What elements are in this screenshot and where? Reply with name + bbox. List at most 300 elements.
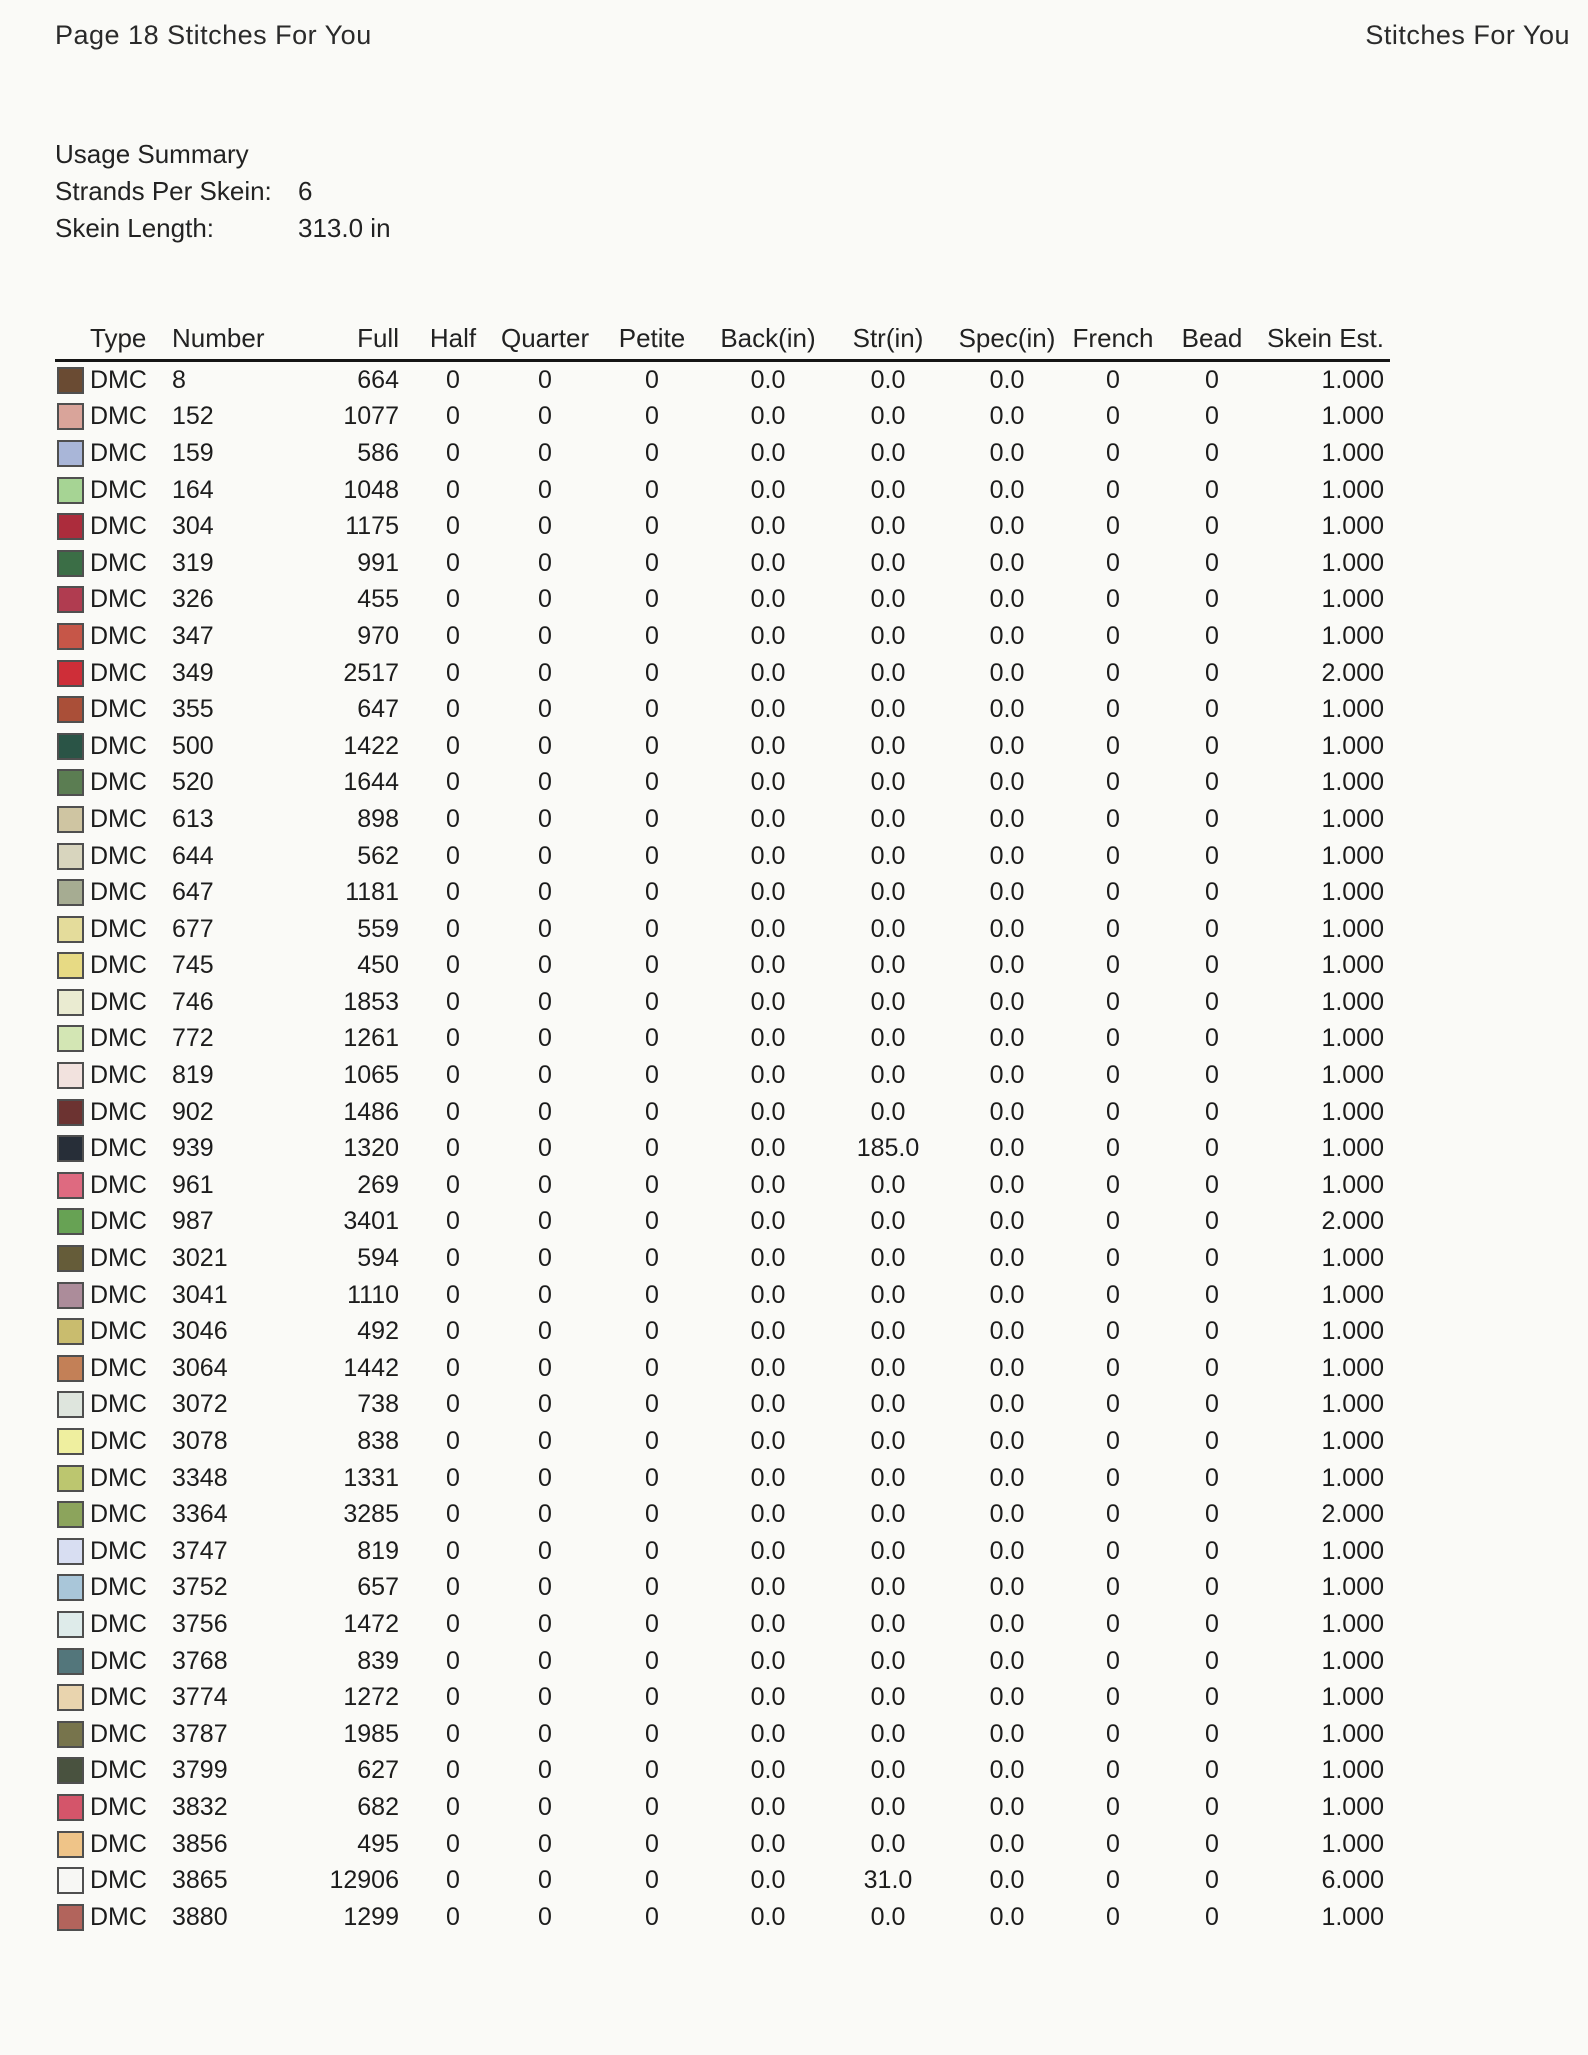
cell-str: 0.0 [870,512,906,541]
cell-skein-est: 1.000 [1321,1719,1384,1748]
cell-bead: 0 [1205,1866,1219,1895]
cell-petite: 0 [645,731,659,760]
cell-half: 0 [446,1500,460,1529]
cell-quarter: 0 [538,1207,552,1236]
cell-quarter: 0 [538,1829,552,1858]
table-row [55,399,1390,436]
cell-skein-est: 1.000 [1321,841,1384,870]
cell-number: 152 [172,402,214,431]
cell-quarter: 0 [538,878,552,907]
cell-french: 0 [1106,402,1120,431]
cell-back: 0.0 [750,1646,786,1675]
cell-bead: 0 [1205,512,1219,541]
cell-skein-est: 1.000 [1321,768,1384,797]
cell-spec: 0.0 [989,548,1025,577]
color-swatch [57,952,84,979]
cell-spec: 0.0 [989,1134,1025,1163]
cell-skein-est: 1.000 [1321,951,1384,980]
column-header-type: Type [90,316,172,361]
cell-full: 664 [357,365,399,394]
color-swatch [57,1208,84,1235]
cell-number: 902 [172,1097,214,1126]
cell-quarter: 0 [538,1500,552,1529]
cell-quarter: 0 [538,1353,552,1382]
cell-french: 0 [1106,1829,1120,1858]
cell-spec: 0.0 [989,1609,1025,1638]
cell-spec: 0.0 [989,1390,1025,1419]
cell-back: 0.0 [750,1719,786,1748]
cell-french: 0 [1106,1170,1120,1199]
table-row [55,1716,1390,1753]
cell-str: 0.0 [870,402,906,431]
color-swatch [57,1465,84,1492]
cell-spec: 0.0 [989,1756,1025,1785]
cell-skein-est: 1.000 [1321,804,1384,833]
cell-type: DMC [90,1646,147,1675]
color-swatch [57,989,84,1016]
cell-full: 12906 [329,1866,399,1895]
cell-type: DMC [90,1683,147,1712]
table-row [55,1826,1390,1863]
cell-spec: 0.0 [989,1719,1025,1748]
cell-french: 0 [1106,1902,1120,1931]
color-swatch [57,1904,84,1931]
cell-skein-est: 6.000 [1321,1866,1384,1895]
cell-back: 0.0 [750,1902,786,1931]
cell-french: 0 [1106,475,1120,504]
cell-skein-est: 1.000 [1321,475,1384,504]
page-header-left: Page 18 Stitches For You [55,20,372,50]
cell-half: 0 [446,1683,460,1712]
cell-skein-est: 2.000 [1321,1207,1384,1236]
cell-french: 0 [1106,768,1120,797]
cell-petite: 0 [645,365,659,394]
cell-number: 3348 [172,1463,228,1492]
cell-full: 738 [357,1390,399,1419]
cell-spec: 0.0 [989,1463,1025,1492]
cell-skein-est: 1.000 [1321,402,1384,431]
color-swatch [57,769,84,796]
cell-french: 0 [1106,804,1120,833]
cell-petite: 0 [645,1573,659,1602]
cell-skein-est: 1.000 [1321,1244,1384,1273]
cell-bead: 0 [1205,1463,1219,1492]
table-row [55,582,1390,619]
cell-half: 0 [446,1463,460,1492]
skein-length-row [55,210,391,247]
color-swatch [57,1172,84,1199]
cell-french: 0 [1106,548,1120,577]
cell-bead: 0 [1205,658,1219,687]
cell-french: 0 [1106,987,1120,1016]
table-row [55,472,1390,509]
cell-petite: 0 [645,548,659,577]
cell-bead: 0 [1205,987,1219,1016]
cell-french: 0 [1106,914,1120,943]
cell-full: 1077 [343,402,399,431]
table-row [55,1862,1390,1899]
color-swatch [57,1721,84,1748]
cell-str: 0.0 [870,1792,906,1821]
cell-skein-est: 1.000 [1321,731,1384,760]
cell-bead: 0 [1205,914,1219,943]
cell-french: 0 [1106,1134,1120,1163]
cell-type: DMC [90,1061,147,1090]
cell-full: 1320 [343,1134,399,1163]
usage-summary-title: Usage Summary [55,139,249,169]
cell-type: DMC [90,1390,147,1419]
table-row [55,1240,1390,1277]
table-row [55,1167,1390,1204]
cell-str: 31.0 [863,1866,913,1895]
table-row [55,1753,1390,1790]
cell-str: 0.0 [870,1170,906,1199]
cell-petite: 0 [645,1683,659,1712]
cell-str: 0.0 [870,1390,906,1419]
cell-back: 0.0 [750,1207,786,1236]
cell-str: 0.0 [870,1097,906,1126]
usage-table [55,316,1390,1936]
cell-half: 0 [446,841,460,870]
cell-petite: 0 [645,1536,659,1565]
cell-type: DMC [90,1902,147,1931]
cell-type: DMC [90,548,147,577]
cell-french: 0 [1106,1024,1120,1053]
cell-str: 0.0 [870,1609,906,1638]
cell-full: 269 [357,1170,399,1199]
table-row [55,361,1390,399]
cell-full: 1065 [343,1061,399,1090]
table-row [55,1606,1390,1643]
cell-number: 3799 [172,1756,228,1785]
cell-number: 677 [172,914,214,943]
cell-skein-est: 1.000 [1321,548,1384,577]
cell-spec: 0.0 [989,1792,1025,1821]
cell-skein-est: 1.000 [1321,1024,1384,1053]
cell-spec: 0.0 [989,1170,1025,1199]
cell-full: 450 [357,951,399,980]
cell-skein-est: 1.000 [1321,878,1384,907]
cell-quarter: 0 [538,1902,552,1931]
cell-back: 0.0 [750,1061,786,1090]
cell-type: DMC [90,841,147,870]
cell-back: 0.0 [750,658,786,687]
cell-half: 0 [446,1427,460,1456]
cell-quarter: 0 [538,1317,552,1346]
color-swatch [57,1391,84,1418]
cell-spec: 0.0 [989,1573,1025,1602]
cell-bead: 0 [1205,878,1219,907]
cell-skein-est: 1.000 [1321,1902,1384,1931]
cell-full: 1331 [343,1463,399,1492]
cell-petite: 0 [645,1317,659,1346]
table-row [55,801,1390,838]
cell-quarter: 0 [538,1244,552,1273]
cell-quarter: 0 [538,804,552,833]
cell-full: 559 [357,914,399,943]
cell-back: 0.0 [750,914,786,943]
cell-petite: 0 [645,658,659,687]
cell-half: 0 [446,475,460,504]
cell-back: 0.0 [750,585,786,614]
cell-spec: 0.0 [989,878,1025,907]
cell-full: 1175 [345,512,399,541]
cell-bead: 0 [1205,1573,1219,1602]
cell-bead: 0 [1205,1719,1219,1748]
swatch-column-header [55,316,90,361]
color-swatch [57,1135,84,1162]
cell-number: 520 [172,768,214,797]
column-header-french: French [1059,316,1167,361]
cell-petite: 0 [645,585,659,614]
cell-spec: 0.0 [989,1317,1025,1346]
table-row [55,655,1390,692]
cell-str: 0.0 [870,1500,906,1529]
cell-french: 0 [1106,1427,1120,1456]
cell-type: DMC [90,914,147,943]
cell-skein-est: 1.000 [1321,1097,1384,1126]
cell-spec: 0.0 [989,951,1025,980]
cell-spec: 0.0 [989,1280,1025,1309]
color-swatch [57,1684,84,1711]
cell-french: 0 [1106,438,1120,467]
skein-length-value: 313.0 in [298,213,391,243]
strands-per-skein-row [55,173,391,210]
cell-petite: 0 [645,1646,659,1675]
table-row [55,1204,1390,1241]
cell-number: 500 [172,731,214,760]
cell-half: 0 [446,512,460,541]
cell-number: 3064 [172,1353,228,1382]
cell-type: DMC [90,1829,147,1858]
cell-skein-est: 1.000 [1321,695,1384,724]
cell-half: 0 [446,1061,460,1090]
cell-type: DMC [90,731,147,760]
cell-petite: 0 [645,1792,659,1821]
cell-type: DMC [90,1573,147,1602]
cell-back: 0.0 [750,402,786,431]
cell-skein-est: 1.000 [1321,1170,1384,1199]
cell-type: DMC [90,438,147,467]
cell-french: 0 [1106,878,1120,907]
cell-petite: 0 [645,1170,659,1199]
cell-str: 0.0 [870,548,906,577]
cell-str: 0.0 [870,1317,906,1346]
cell-half: 0 [446,695,460,724]
cell-number: 326 [172,585,214,614]
cell-bead: 0 [1205,1061,1219,1090]
cell-full: 1644 [343,768,399,797]
cell-back: 0.0 [750,841,786,870]
cell-back: 0.0 [750,1317,786,1346]
cell-half: 0 [446,1024,460,1053]
cell-french: 0 [1106,1756,1120,1785]
cell-spec: 0.0 [989,1427,1025,1456]
table-header [55,316,1390,361]
cell-half: 0 [446,548,460,577]
cell-full: 3285 [343,1500,399,1529]
cell-bead: 0 [1205,402,1219,431]
cell-skein-est: 2.000 [1321,1500,1384,1529]
cell-half: 0 [446,658,460,687]
table-row [55,435,1390,472]
cell-petite: 0 [645,1427,659,1456]
cell-number: 159 [172,438,214,467]
cell-petite: 0 [645,841,659,870]
cell-number: 319 [172,548,214,577]
cell-type: DMC [90,1353,147,1382]
color-swatch [57,1794,84,1821]
cell-petite: 0 [645,475,659,504]
table-row [55,1496,1390,1533]
cell-str: 0.0 [870,878,906,907]
column-header-back: Back(in) [715,316,821,361]
cell-type: DMC [90,1024,147,1053]
cell-back: 0.0 [750,878,786,907]
cell-back: 0.0 [750,548,786,577]
cell-french: 0 [1106,1646,1120,1675]
color-swatch [57,733,84,760]
cell-type: DMC [90,1317,147,1346]
cell-number: 304 [172,512,214,541]
cell-str: 0.0 [870,1280,906,1309]
cell-petite: 0 [645,1500,659,1529]
cell-petite: 0 [645,1280,659,1309]
cell-half: 0 [446,585,460,614]
cell-back: 0.0 [750,1134,786,1163]
cell-back: 0.0 [750,1756,786,1785]
color-swatch [57,1245,84,1272]
cell-french: 0 [1106,512,1120,541]
cell-spec: 0.0 [989,475,1025,504]
cell-quarter: 0 [538,1463,552,1492]
strands-per-skein-value: 6 [298,176,313,206]
table-row [55,691,1390,728]
cell-str: 0.0 [870,1829,906,1858]
cell-french: 0 [1106,1683,1120,1712]
cell-skein-est: 1.000 [1321,1829,1384,1858]
cell-bead: 0 [1205,365,1219,394]
cell-str: 0.0 [870,1207,906,1236]
table-row [55,1021,1390,1058]
color-swatch [57,477,84,504]
cell-number: 647 [172,878,214,907]
cell-full: 3401 [343,1207,399,1236]
cell-bead: 0 [1205,1609,1219,1638]
cell-str: 0.0 [870,768,906,797]
cell-petite: 0 [645,878,659,907]
cell-spec: 0.0 [989,1683,1025,1712]
table-row [55,911,1390,948]
color-swatch [57,440,84,467]
column-header-spec: Spec(in) [955,316,1059,361]
cell-half: 0 [446,951,460,980]
cell-skein-est: 1.000 [1321,1427,1384,1456]
cell-number: 3832 [172,1792,228,1821]
cell-skein-est: 1.000 [1321,1646,1384,1675]
cell-full: 838 [357,1427,399,1456]
column-header-number: Number [172,316,292,361]
cell-skein-est: 1.000 [1321,1280,1384,1309]
cell-french: 0 [1106,1866,1120,1895]
cell-number: 939 [172,1134,214,1163]
table-row [55,728,1390,765]
cell-str: 0.0 [870,914,906,943]
cell-half: 0 [446,1097,460,1126]
cell-back: 0.0 [750,1500,786,1529]
cell-skein-est: 1.000 [1321,1756,1384,1785]
cell-back: 0.0 [750,1170,786,1199]
cell-bead: 0 [1205,1024,1219,1053]
cell-number: 3747 [172,1536,228,1565]
column-header-bead: Bead [1167,316,1257,361]
table-row [55,1899,1390,1936]
cell-french: 0 [1106,1463,1120,1492]
column-header-petite: Petite [589,316,715,361]
cell-number: 3756 [172,1609,228,1638]
cell-quarter: 0 [538,1536,552,1565]
cell-back: 0.0 [750,1353,786,1382]
cell-french: 0 [1106,841,1120,870]
cell-str: 0.0 [870,841,906,870]
cell-full: 586 [357,438,399,467]
usage-summary [55,136,391,247]
cell-type: DMC [90,585,147,614]
cell-type: DMC [90,1756,147,1785]
cell-quarter: 0 [538,914,552,943]
cell-french: 0 [1106,621,1120,650]
cell-type: DMC [90,1536,147,1565]
cell-bead: 0 [1205,841,1219,870]
cell-spec: 0.0 [989,1353,1025,1382]
cell-half: 0 [446,914,460,943]
cell-skein-est: 1.000 [1321,1573,1384,1602]
cell-skein-est: 1.000 [1321,1792,1384,1821]
cell-number: 3774 [172,1683,228,1712]
cell-full: 1272 [343,1683,399,1712]
cell-str: 0.0 [870,1756,906,1785]
cell-full: 1853 [343,987,399,1016]
cell-french: 0 [1106,1573,1120,1602]
cell-skein-est: 1.000 [1321,914,1384,943]
table-row [55,984,1390,1021]
cell-full: 991 [357,548,399,577]
cell-back: 0.0 [750,1866,786,1895]
cell-petite: 0 [645,1866,659,1895]
cell-back: 0.0 [750,438,786,467]
cell-quarter: 0 [538,585,552,614]
cell-quarter: 0 [538,841,552,870]
cell-number: 772 [172,1024,214,1053]
cell-full: 1261 [343,1024,399,1053]
cell-type: DMC [90,878,147,907]
cell-full: 682 [357,1792,399,1821]
cell-skein-est: 1.000 [1321,438,1384,467]
cell-bead: 0 [1205,1244,1219,1273]
cell-half: 0 [446,1390,460,1419]
cell-quarter: 0 [538,768,552,797]
table-row [55,1533,1390,1570]
cell-back: 0.0 [750,951,786,980]
cell-quarter: 0 [538,658,552,687]
cell-quarter: 0 [538,695,552,724]
cell-spec: 0.0 [989,1866,1025,1895]
cell-type: DMC [90,768,147,797]
cell-str: 0.0 [870,1244,906,1273]
cell-quarter: 0 [538,438,552,467]
cell-french: 0 [1106,1097,1120,1126]
cell-bead: 0 [1205,1500,1219,1529]
